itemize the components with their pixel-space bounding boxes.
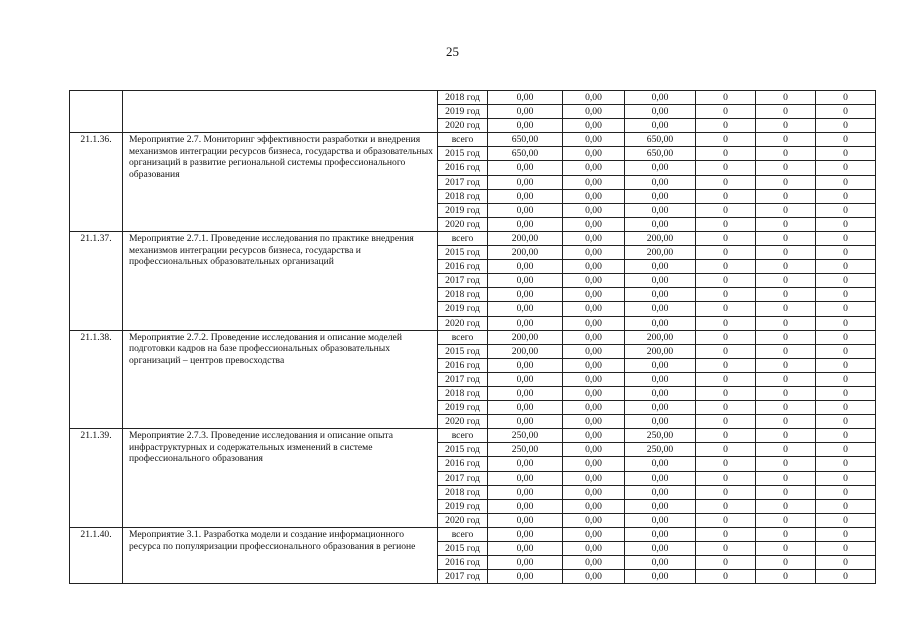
item-number <box>70 91 123 133</box>
total-cell: 200,00 <box>488 344 563 358</box>
total-cell: 0,00 <box>488 119 563 133</box>
federal-cell: 0,00 <box>563 499 625 513</box>
total-cell: 0,00 <box>488 471 563 485</box>
item-description: Мероприятие 2.7. Мониторинг эффективности разработки и внедрения механизмов интеграции ресурсов бизнеса, государства и образовательных организаций в развитие региональной системы профессионального образования <box>123 133 438 232</box>
regional-cell: 650,00 <box>625 133 696 147</box>
federal-cell: 0,00 <box>563 527 625 541</box>
table-row <box>70 429 876 443</box>
extrabudget-cell: 0 <box>756 570 816 584</box>
period-cell: 2019 год <box>438 105 488 119</box>
total-cell: 0,00 <box>488 386 563 400</box>
local-cell: 0 <box>696 556 756 570</box>
period-cell: 2016 год <box>438 358 488 372</box>
regional-cell: 0,00 <box>625 119 696 133</box>
regional-cell: 0,00 <box>625 471 696 485</box>
total-cell: 0,00 <box>488 105 563 119</box>
period-cell: 2015 год <box>438 147 488 161</box>
other-cell: 0 <box>816 161 876 175</box>
budget-table <box>69 90 876 584</box>
other-cell: 0 <box>816 189 876 203</box>
regional-cell: 0,00 <box>625 415 696 429</box>
extrabudget-cell: 0 <box>756 471 816 485</box>
extrabudget-cell: 0 <box>756 175 816 189</box>
federal-cell: 0,00 <box>563 372 625 386</box>
local-cell: 0 <box>696 429 756 443</box>
federal-cell: 0,00 <box>563 471 625 485</box>
total-cell: 200,00 <box>488 231 563 245</box>
total-cell: 0,00 <box>488 189 563 203</box>
extrabudget-cell: 0 <box>756 91 816 105</box>
extrabudget-cell: 0 <box>756 513 816 527</box>
extrabudget-cell: 0 <box>756 556 816 570</box>
item-description <box>123 91 438 133</box>
period-cell: 2020 год <box>438 217 488 231</box>
total-cell: 0,00 <box>488 358 563 372</box>
local-cell: 0 <box>696 189 756 203</box>
local-cell: 0 <box>696 302 756 316</box>
local-cell: 0 <box>696 316 756 330</box>
extrabudget-cell: 0 <box>756 161 816 175</box>
extrabudget-cell: 0 <box>756 358 816 372</box>
local-cell: 0 <box>696 344 756 358</box>
regional-cell: 200,00 <box>625 330 696 344</box>
extrabudget-cell: 0 <box>756 485 816 499</box>
period-cell: всего <box>438 231 488 245</box>
extrabudget-cell: 0 <box>756 429 816 443</box>
local-cell: 0 <box>696 105 756 119</box>
local-cell: 0 <box>696 231 756 245</box>
other-cell: 0 <box>816 288 876 302</box>
other-cell: 0 <box>816 330 876 344</box>
federal-cell: 0,00 <box>563 443 625 457</box>
period-cell: 2018 год <box>438 189 488 203</box>
total-cell: 650,00 <box>488 147 563 161</box>
period-cell: 2020 год <box>438 316 488 330</box>
local-cell: 0 <box>696 260 756 274</box>
regional-cell: 0,00 <box>625 105 696 119</box>
total-cell: 0,00 <box>488 302 563 316</box>
item-description: Мероприятие 2.7.3. Проведение исследования и описание опыта инфраструктурных и содержательных изменений в системе профессионального образования <box>123 429 438 528</box>
local-cell: 0 <box>696 288 756 302</box>
regional-cell: 250,00 <box>625 429 696 443</box>
total-cell: 0,00 <box>488 542 563 556</box>
federal-cell: 0,00 <box>563 344 625 358</box>
total-cell: 0,00 <box>488 203 563 217</box>
table-row <box>70 527 876 541</box>
period-cell: 2020 год <box>438 415 488 429</box>
other-cell: 0 <box>816 485 876 499</box>
total-cell: 200,00 <box>488 246 563 260</box>
federal-cell: 0,00 <box>563 217 625 231</box>
extrabudget-cell: 0 <box>756 527 816 541</box>
total-cell: 0,00 <box>488 513 563 527</box>
regional-cell: 0,00 <box>625 556 696 570</box>
total-cell: 200,00 <box>488 330 563 344</box>
federal-cell: 0,00 <box>563 175 625 189</box>
extrabudget-cell: 0 <box>756 344 816 358</box>
extrabudget-cell: 0 <box>756 105 816 119</box>
period-cell: 2019 год <box>438 203 488 217</box>
regional-cell: 0,00 <box>625 316 696 330</box>
other-cell: 0 <box>816 499 876 513</box>
total-cell: 0,00 <box>488 485 563 499</box>
item-number: 21.1.40. <box>70 527 123 583</box>
extrabudget-cell: 0 <box>756 401 816 415</box>
federal-cell: 0,00 <box>563 570 625 584</box>
total-cell: 0,00 <box>488 499 563 513</box>
extrabudget-cell: 0 <box>756 119 816 133</box>
regional-cell: 0,00 <box>625 372 696 386</box>
other-cell: 0 <box>816 203 876 217</box>
local-cell: 0 <box>696 485 756 499</box>
local-cell: 0 <box>696 542 756 556</box>
period-cell: 2016 год <box>438 260 488 274</box>
regional-cell: 0,00 <box>625 274 696 288</box>
extrabudget-cell: 0 <box>756 231 816 245</box>
period-cell: всего <box>438 429 488 443</box>
extrabudget-cell: 0 <box>756 288 816 302</box>
federal-cell: 0,00 <box>563 401 625 415</box>
regional-cell: 0,00 <box>625 260 696 274</box>
regional-cell: 0,00 <box>625 175 696 189</box>
other-cell: 0 <box>816 513 876 527</box>
regional-cell: 0,00 <box>625 401 696 415</box>
regional-cell: 0,00 <box>625 485 696 499</box>
other-cell: 0 <box>816 147 876 161</box>
period-cell: всего <box>438 133 488 147</box>
extrabudget-cell: 0 <box>756 133 816 147</box>
extrabudget-cell: 0 <box>756 302 816 316</box>
other-cell: 0 <box>816 386 876 400</box>
period-cell: 2016 год <box>438 457 488 471</box>
extrabudget-cell: 0 <box>756 147 816 161</box>
other-cell: 0 <box>816 316 876 330</box>
other-cell: 0 <box>816 105 876 119</box>
total-cell: 0,00 <box>488 288 563 302</box>
extrabudget-cell: 0 <box>756 542 816 556</box>
item-number: 21.1.36. <box>70 133 123 232</box>
other-cell: 0 <box>816 133 876 147</box>
period-cell: 2019 год <box>438 302 488 316</box>
period-cell: 2018 год <box>438 288 488 302</box>
other-cell: 0 <box>816 443 876 457</box>
other-cell: 0 <box>816 344 876 358</box>
regional-cell: 0,00 <box>625 386 696 400</box>
total-cell: 0,00 <box>488 570 563 584</box>
local-cell: 0 <box>696 274 756 288</box>
total-cell: 0,00 <box>488 401 563 415</box>
total-cell: 0,00 <box>488 372 563 386</box>
item-number: 21.1.38. <box>70 330 123 429</box>
regional-cell: 0,00 <box>625 358 696 372</box>
federal-cell: 0,00 <box>563 330 625 344</box>
total-cell: 0,00 <box>488 274 563 288</box>
period-cell: 2018 год <box>438 485 488 499</box>
period-cell: 2015 год <box>438 246 488 260</box>
budget-table-body <box>70 91 876 584</box>
total-cell: 0,00 <box>488 415 563 429</box>
other-cell: 0 <box>816 274 876 288</box>
table-row <box>70 330 876 344</box>
period-cell: всего <box>438 330 488 344</box>
regional-cell: 0,00 <box>625 457 696 471</box>
period-cell: 2019 год <box>438 499 488 513</box>
other-cell: 0 <box>816 302 876 316</box>
local-cell: 0 <box>696 330 756 344</box>
other-cell: 0 <box>816 217 876 231</box>
total-cell: 0,00 <box>488 217 563 231</box>
item-number: 21.1.37. <box>70 231 123 330</box>
total-cell: 650,00 <box>488 133 563 147</box>
other-cell: 0 <box>816 119 876 133</box>
other-cell: 0 <box>816 175 876 189</box>
table-row <box>70 133 876 147</box>
extrabudget-cell: 0 <box>756 415 816 429</box>
total-cell: 0,00 <box>488 556 563 570</box>
period-cell: 2018 год <box>438 386 488 400</box>
period-cell: 2018 год <box>438 91 488 105</box>
extrabudget-cell: 0 <box>756 443 816 457</box>
regional-cell: 250,00 <box>625 443 696 457</box>
other-cell: 0 <box>816 556 876 570</box>
local-cell: 0 <box>696 119 756 133</box>
period-cell: всего <box>438 527 488 541</box>
local-cell: 0 <box>696 91 756 105</box>
regional-cell: 0,00 <box>625 288 696 302</box>
regional-cell: 0,00 <box>625 203 696 217</box>
regional-cell: 200,00 <box>625 246 696 260</box>
total-cell: 0,00 <box>488 161 563 175</box>
other-cell: 0 <box>816 570 876 584</box>
federal-cell: 0,00 <box>563 316 625 330</box>
federal-cell: 0,00 <box>563 542 625 556</box>
local-cell: 0 <box>696 471 756 485</box>
local-cell: 0 <box>696 161 756 175</box>
federal-cell: 0,00 <box>563 485 625 499</box>
period-cell: 2015 год <box>438 344 488 358</box>
total-cell: 0,00 <box>488 316 563 330</box>
other-cell: 0 <box>816 415 876 429</box>
extrabudget-cell: 0 <box>756 372 816 386</box>
local-cell: 0 <box>696 246 756 260</box>
regional-cell: 0,00 <box>625 217 696 231</box>
local-cell: 0 <box>696 513 756 527</box>
regional-cell: 200,00 <box>625 231 696 245</box>
extrabudget-cell: 0 <box>756 499 816 513</box>
regional-cell: 0,00 <box>625 570 696 584</box>
local-cell: 0 <box>696 358 756 372</box>
other-cell: 0 <box>816 527 876 541</box>
local-cell: 0 <box>696 443 756 457</box>
other-cell: 0 <box>816 471 876 485</box>
regional-cell: 0,00 <box>625 189 696 203</box>
regional-cell: 650,00 <box>625 147 696 161</box>
total-cell: 0,00 <box>488 260 563 274</box>
federal-cell: 0,00 <box>563 386 625 400</box>
local-cell: 0 <box>696 203 756 217</box>
period-cell: 2017 год <box>438 274 488 288</box>
federal-cell: 0,00 <box>563 288 625 302</box>
total-cell: 0,00 <box>488 175 563 189</box>
extrabudget-cell: 0 <box>756 316 816 330</box>
period-cell: 2016 год <box>438 556 488 570</box>
total-cell: 0,00 <box>488 527 563 541</box>
regional-cell: 0,00 <box>625 542 696 556</box>
local-cell: 0 <box>696 527 756 541</box>
federal-cell: 0,00 <box>563 457 625 471</box>
other-cell: 0 <box>816 358 876 372</box>
other-cell: 0 <box>816 91 876 105</box>
federal-cell: 0,00 <box>563 358 625 372</box>
item-description: Мероприятие 2.7.2. Проведение исследования и описание моделей подготовки кадров на базе профессиональных образовательных организаций – центров превосходства <box>123 330 438 429</box>
local-cell: 0 <box>696 372 756 386</box>
table-row <box>70 231 876 245</box>
extrabudget-cell: 0 <box>756 330 816 344</box>
extrabudget-cell: 0 <box>756 260 816 274</box>
table-row <box>70 91 876 105</box>
federal-cell: 0,00 <box>563 260 625 274</box>
period-cell: 2016 год <box>438 161 488 175</box>
federal-cell: 0,00 <box>563 513 625 527</box>
regional-cell: 200,00 <box>625 344 696 358</box>
federal-cell: 0,00 <box>563 91 625 105</box>
federal-cell: 0,00 <box>563 429 625 443</box>
period-cell: 2020 год <box>438 513 488 527</box>
regional-cell: 0,00 <box>625 513 696 527</box>
regional-cell: 0,00 <box>625 527 696 541</box>
local-cell: 0 <box>696 499 756 513</box>
total-cell: 0,00 <box>488 457 563 471</box>
federal-cell: 0,00 <box>563 274 625 288</box>
extrabudget-cell: 0 <box>756 457 816 471</box>
local-cell: 0 <box>696 570 756 584</box>
regional-cell: 0,00 <box>625 91 696 105</box>
local-cell: 0 <box>696 147 756 161</box>
federal-cell: 0,00 <box>563 556 625 570</box>
local-cell: 0 <box>696 386 756 400</box>
other-cell: 0 <box>816 246 876 260</box>
other-cell: 0 <box>816 260 876 274</box>
period-cell: 2019 год <box>438 401 488 415</box>
local-cell: 0 <box>696 217 756 231</box>
other-cell: 0 <box>816 542 876 556</box>
item-number: 21.1.39. <box>70 429 123 528</box>
extrabudget-cell: 0 <box>756 217 816 231</box>
extrabudget-cell: 0 <box>756 189 816 203</box>
item-description: Мероприятие 3.1. Разработка модели и создание информационного ресурса по популяризации профессионального образования в регионе <box>123 527 438 583</box>
federal-cell: 0,00 <box>563 302 625 316</box>
period-cell: 2017 год <box>438 471 488 485</box>
local-cell: 0 <box>696 133 756 147</box>
federal-cell: 0,00 <box>563 133 625 147</box>
other-cell: 0 <box>816 457 876 471</box>
local-cell: 0 <box>696 415 756 429</box>
federal-cell: 0,00 <box>563 246 625 260</box>
regional-cell: 0,00 <box>625 302 696 316</box>
period-cell: 2017 год <box>438 175 488 189</box>
total-cell: 250,00 <box>488 443 563 457</box>
other-cell: 0 <box>816 401 876 415</box>
federal-cell: 0,00 <box>563 105 625 119</box>
other-cell: 0 <box>816 372 876 386</box>
page-number: 25 <box>446 44 459 59</box>
period-cell: 2017 год <box>438 570 488 584</box>
federal-cell: 0,00 <box>563 415 625 429</box>
local-cell: 0 <box>696 175 756 189</box>
extrabudget-cell: 0 <box>756 386 816 400</box>
federal-cell: 0,00 <box>563 203 625 217</box>
federal-cell: 0,00 <box>563 119 625 133</box>
other-cell: 0 <box>816 231 876 245</box>
local-cell: 0 <box>696 401 756 415</box>
period-cell: 2017 год <box>438 372 488 386</box>
period-cell: 2015 год <box>438 542 488 556</box>
federal-cell: 0,00 <box>563 231 625 245</box>
regional-cell: 0,00 <box>625 499 696 513</box>
federal-cell: 0,00 <box>563 161 625 175</box>
item-description: Мероприятие 2.7.1. Проведение исследования по практике внедрения механизмов интеграции ресурсов бизнеса, государства и профессиональных образовательных организаций <box>123 231 438 330</box>
federal-cell: 0,00 <box>563 189 625 203</box>
total-cell: 250,00 <box>488 429 563 443</box>
local-cell: 0 <box>696 457 756 471</box>
regional-cell: 0,00 <box>625 161 696 175</box>
federal-cell: 0,00 <box>563 147 625 161</box>
extrabudget-cell: 0 <box>756 274 816 288</box>
extrabudget-cell: 0 <box>756 203 816 217</box>
extrabudget-cell: 0 <box>756 246 816 260</box>
total-cell: 0,00 <box>488 91 563 105</box>
period-cell: 2015 год <box>438 443 488 457</box>
other-cell: 0 <box>816 429 876 443</box>
period-cell: 2020 год <box>438 119 488 133</box>
